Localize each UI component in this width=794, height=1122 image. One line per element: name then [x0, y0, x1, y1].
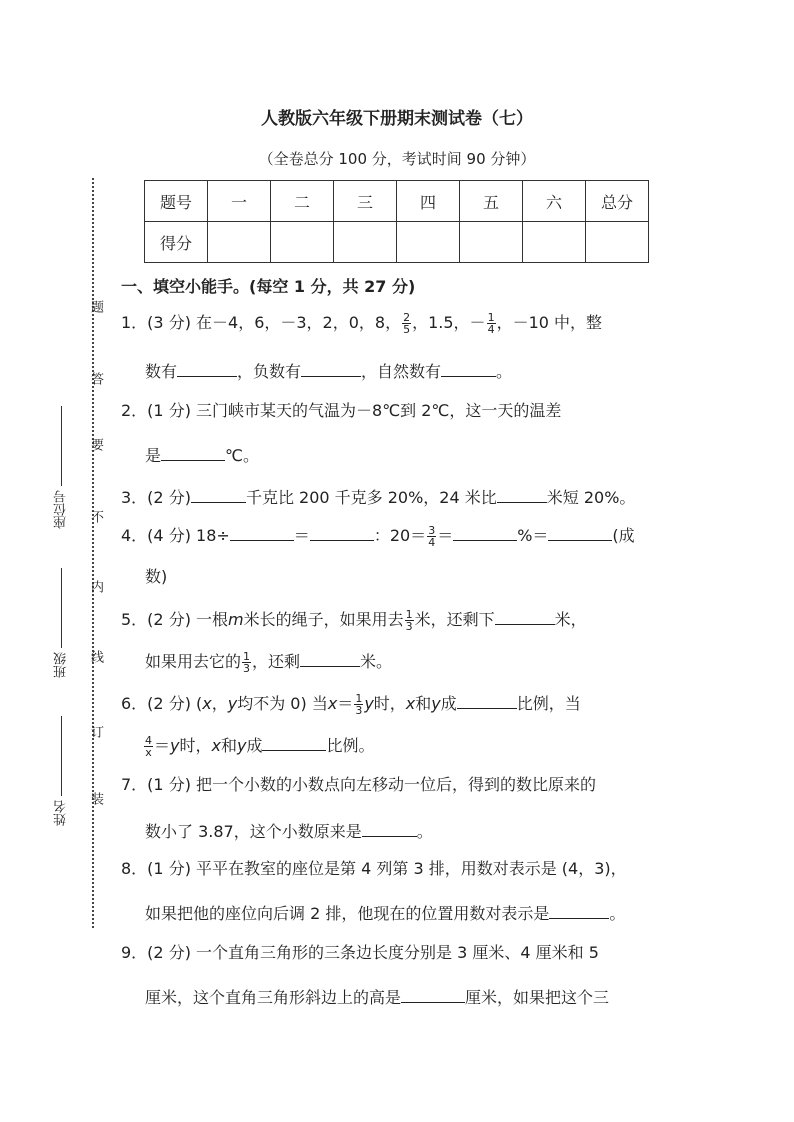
question-4 — [121, 522, 681, 548]
seat-number-blank[interactable] — [61, 406, 62, 486]
answer-blank[interactable] — [230, 522, 294, 541]
question-text: 如果用去它的 — [145, 652, 242, 671]
answer-blank[interactable] — [300, 648, 360, 667]
score-cell[interactable] — [523, 222, 586, 263]
fraction-numerator: 1 — [355, 692, 363, 705]
score-table-header: 一 — [208, 181, 271, 222]
answer-blank[interactable] — [262, 732, 326, 751]
question-2 — [121, 400, 681, 422]
answer-blank[interactable] — [453, 522, 517, 541]
question-text: 6．(2 分) ( — [121, 694, 203, 713]
score-cell[interactable] — [271, 222, 334, 263]
binding-char: 内 — [88, 580, 103, 593]
binding-char: 线 — [88, 650, 103, 663]
question-text: 厘米，如果把这个三 — [465, 988, 610, 1007]
fraction-numerator: 4 — [145, 734, 152, 747]
question-7 — [121, 774, 681, 796]
question-text: 7．(1 分) 把一个小数的小数点向左移动一位后，得到的数比原来的 — [121, 775, 597, 794]
question-text: 数有 — [145, 362, 178, 381]
fraction-numerator: 1 — [405, 608, 413, 621]
question-text: 成 — [440, 694, 457, 713]
question-text: 。 — [496, 362, 513, 381]
score-table-header: 二 — [271, 181, 334, 222]
variable: y — [227, 694, 238, 713]
name-field — [52, 716, 71, 826]
question-text: 厘米，这个直角三角形斜边上的高是 — [145, 988, 402, 1007]
question-text: ，1.5，－ — [412, 313, 486, 332]
question-text: 成 — [246, 736, 263, 755]
fraction-numerator: 2 — [403, 311, 411, 324]
question-text: 时， — [373, 694, 406, 713]
fraction-denominator: 3 — [243, 662, 251, 675]
answer-blank[interactable] — [310, 522, 374, 541]
variable: y — [364, 694, 374, 713]
question-text: ：20＝ — [373, 526, 427, 545]
seat-number-field — [52, 406, 71, 529]
answer-blank[interactable] — [362, 818, 417, 837]
score-cell[interactable] — [334, 222, 397, 263]
question-text: 均不为 0) 当 — [237, 694, 328, 713]
name-label: 姓名 — [54, 800, 69, 826]
score-table-header: 总分 — [586, 181, 649, 222]
score-table-header: 三 — [334, 181, 397, 222]
question-text: 1．(3 分) 在－4，6，－3，2，0，8， — [121, 313, 402, 332]
seat-number-label: 座位号 — [54, 490, 69, 529]
binding-char: 题 — [88, 300, 103, 313]
answer-blank[interactable] — [301, 358, 361, 377]
class-blank[interactable] — [61, 568, 62, 648]
class-label: 班级 — [54, 652, 69, 678]
score-table-header: 题号 — [145, 181, 208, 222]
fraction — [487, 312, 496, 335]
score-cell[interactable] — [397, 222, 460, 263]
score-row-label: 得分 — [145, 222, 208, 263]
question-text: ＝ — [154, 736, 171, 755]
variable: x — [327, 694, 338, 713]
question-text: 数) — [145, 567, 168, 586]
question-text: 是 — [145, 446, 162, 465]
score-table-header: 五 — [460, 181, 523, 222]
question-6 — [121, 690, 681, 716]
question-9 — [121, 942, 681, 964]
question-1 — [121, 312, 681, 335]
binding-char: 不 — [88, 510, 103, 523]
answer-blank[interactable] — [497, 484, 547, 503]
binding-dotted-line — [92, 178, 94, 928]
binding-char: 答 — [88, 372, 103, 385]
variable: x — [202, 694, 212, 713]
answer-blank[interactable] — [177, 358, 237, 377]
question-text: ，自然数有 — [361, 362, 442, 381]
fraction — [405, 609, 414, 632]
score-cell[interactable] — [586, 222, 649, 263]
answer-blank[interactable] — [549, 900, 609, 919]
fraction — [144, 735, 153, 758]
question-text: 9．(2 分) 一个直角三角形的三条边长度分别是 3 厘米、4 厘米和 5 — [121, 943, 599, 962]
question-text: 3．(2 分) — [121, 488, 191, 507]
class-field — [52, 568, 71, 678]
question-text: 米， — [554, 610, 587, 629]
score-table-header: 六 — [523, 181, 586, 222]
question-text: ℃。 — [225, 446, 259, 465]
section-heading: 一、填空小能手。(每空 1 分，共 27 分) — [121, 277, 416, 296]
question-text: 如果把他的座位向后调 2 排，他现在的位置用数对表示是 — [145, 904, 550, 923]
question-text: 时， — [179, 736, 212, 755]
score-cell[interactable] — [460, 222, 523, 263]
answer-blank[interactable] — [161, 442, 225, 461]
question-text: ， — [211, 694, 228, 713]
variable: m — [228, 610, 244, 629]
question-text: (成 — [612, 526, 635, 545]
question-5 — [121, 606, 681, 632]
question-text: 和 — [220, 736, 237, 755]
score-table-header-row — [145, 181, 649, 222]
question-text: 和 — [415, 694, 432, 713]
question-text: ＝ — [293, 526, 310, 545]
score-table-header: 四 — [397, 181, 460, 222]
exam-subtitle: （全卷总分 100 分，考试时间 90 分钟） — [258, 150, 536, 168]
name-blank[interactable] — [61, 716, 62, 796]
question-text: 8．(1 分) 平平在教室的座位是第 4 列第 3 排，用数对表示是 (4，3)， — [121, 859, 627, 878]
question-text: 。 — [609, 904, 626, 923]
variable: y — [431, 694, 441, 713]
question-text: 数小了 3.87，这个小数原来是 — [145, 822, 362, 841]
fraction-denominator: 4 — [428, 536, 436, 549]
binding-char: 装 — [88, 792, 103, 805]
fraction-denominator: 5 — [403, 323, 411, 336]
question-text: %＝ — [517, 526, 549, 545]
score-cell[interactable] — [208, 222, 271, 263]
question-text: 比例，当 — [516, 694, 581, 713]
score-table — [144, 180, 649, 263]
question-text: ，－10 中，整 — [496, 313, 603, 332]
variable: x — [405, 694, 416, 713]
fraction — [242, 651, 251, 674]
fraction-denominator: 3 — [355, 704, 363, 717]
answer-blank[interactable] — [441, 358, 496, 377]
binding-char: 要 — [88, 438, 103, 451]
question-text: 米短 20%。 — [546, 488, 636, 507]
question-text: 米长的绳子，如果用去 — [243, 610, 404, 629]
question-text: 千克比 200 千克多 20%，24 米比 — [245, 488, 497, 507]
variable: x — [211, 736, 221, 755]
fraction-denominator: 3 — [405, 620, 413, 633]
question-text: ，负数有 — [237, 362, 302, 381]
question-text: 2．(1 分) 三门峡市某天的气温为－8℃到 2℃，这一天的温差 — [121, 401, 562, 420]
question-text: ，还剩 — [252, 652, 301, 671]
question-text: 比例。 — [326, 736, 375, 755]
question-text: 米。 — [360, 652, 393, 671]
fraction — [402, 312, 411, 335]
answer-blank[interactable] — [495, 606, 555, 625]
answer-blank[interactable] — [191, 484, 246, 503]
answer-blank[interactable] — [548, 522, 612, 541]
question-text: 。 — [416, 822, 433, 841]
answer-blank[interactable] — [401, 984, 465, 1003]
question-text: 5．(2 分) 一根 — [121, 610, 229, 629]
variable: y — [170, 736, 180, 755]
fraction — [354, 693, 363, 716]
exam-title: 人教版六年级下册期末测试卷（七） — [261, 109, 533, 129]
fraction-numerator: 3 — [428, 524, 436, 537]
score-table-score-row — [145, 222, 649, 263]
fraction — [427, 525, 436, 548]
question-text: 4．(4 分) 18÷ — [121, 526, 230, 545]
question-text: ＝ — [437, 526, 454, 545]
question-3 — [121, 484, 681, 509]
question-text: 米，还剩下 — [414, 610, 495, 629]
fraction-numerator: 1 — [243, 650, 251, 663]
answer-blank[interactable] — [457, 690, 517, 709]
fraction-numerator: 1 — [487, 311, 495, 324]
question-8 — [121, 858, 681, 880]
fraction-denominator: x — [145, 746, 152, 759]
binding-char: 订 — [88, 725, 103, 738]
question-text: ＝ — [337, 694, 354, 713]
fraction-denominator: 4 — [487, 323, 495, 336]
variable: y — [236, 736, 247, 755]
